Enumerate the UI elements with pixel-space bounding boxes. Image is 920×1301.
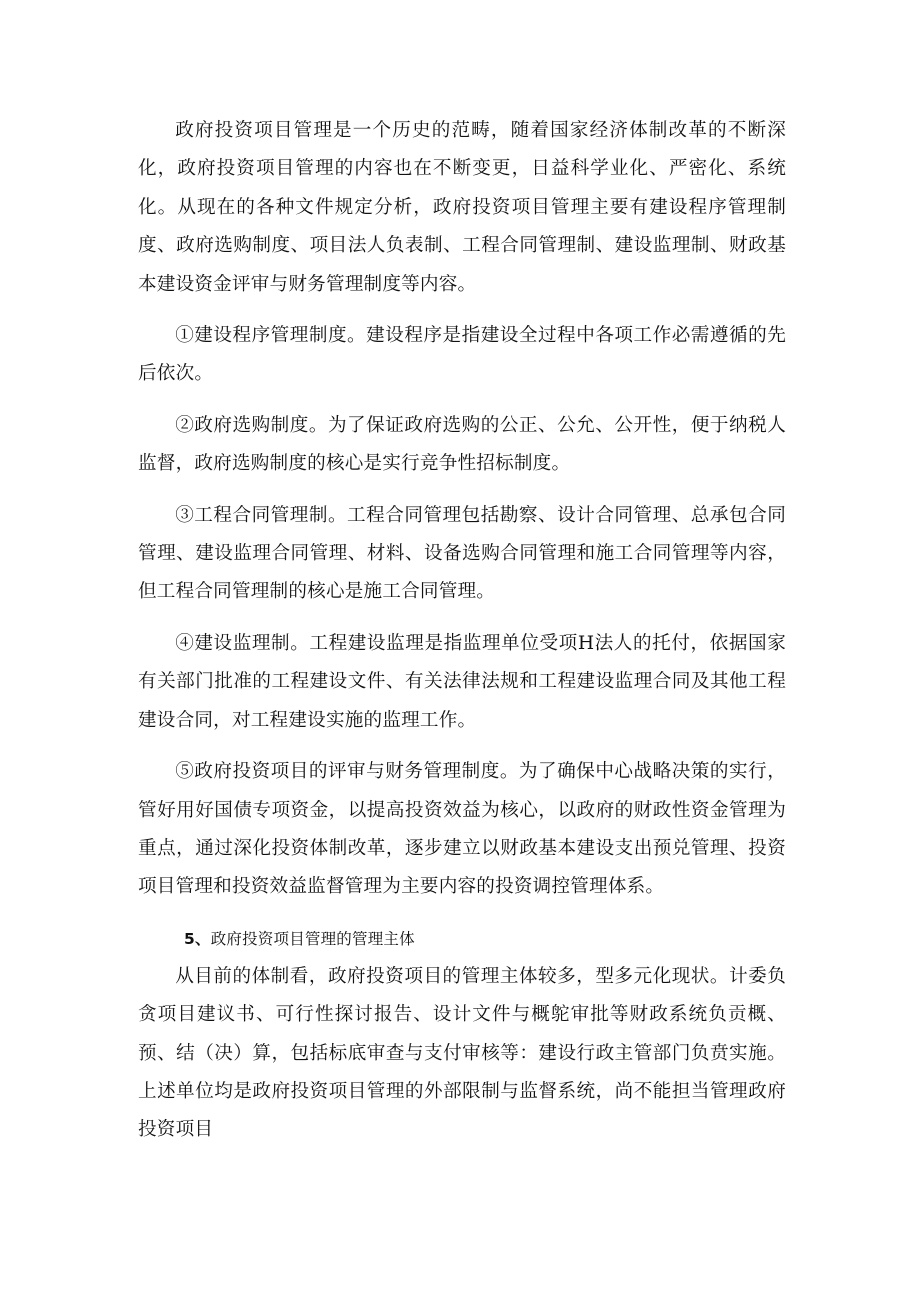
section-heading (138, 920, 786, 958)
paragraph-item-1: ①建设程序管理制度。建设程序是指建设全过程中各项工作必需遵循的先后依次。 (138, 325, 786, 385)
paragraph-management-subject: 从目前的体制看，政府投资项目的管理主体较多，型多元化现状。计委负贪项目建议书、可行性探讨报告、设计文件与概鸵审批等财政系统负贡概、预、结（决）算，包括标底审查与支付审核等：建设行政主管部门负贲实施。上述单位均是政府投资项目管理的外部限制与监督系统，尚不能担当管理政府投资项目 (138, 965, 786, 1141)
paragraph-item-3: ③工程合同管理制。工程合同管理包括勘察、设计合同管理、总承包合同管理、建设监理合同管理、材料、设备选购合同管理和施工合同管理等内容，但工程合同管理制的核心是施工合同管理。 (138, 504, 786, 603)
paragraph-item-2: ②政府选购制度。为了保证政府选购的公正、公允、公开性，便于纳税人监督，政府选购制度的核心是实行竞争性招标制度。 (138, 414, 786, 475)
paragraph-gap (138, 394, 786, 407)
paragraph-item-5: ⑤政府投资项目的评审与财务管理制度。为了确保中心战略决策的实行，管好用好国债专项资金，以提高投资效益为核心，以政府的财政性资金管理为重点，通过深化投资体制改革，逐步建立以财政基本建设支出预兑管理、投资项目管理和投资效益监督管理为主要内容的投资调控管理体系。 (138, 761, 786, 898)
paragraph-gap (138, 484, 786, 497)
paragraph-gap (138, 304, 786, 317)
section-heading-text: 政府投资项目管理的管理主体 (210, 929, 415, 948)
paragraph-intro: 政府投资项目管理是一个历史的范畴，随着国家经济体制改革的不断深化，政府投资项目管理的内容也在不断变更，日益科学业化、严密化、系统化。从现在的各种文件规定分析，政府投资项目管理主要有建设程序管理制度、政府选购制度、项目法人负表制、工程合同管理制、建设监理制、财政基本建设资金评审与财务管理制度等内容。 (138, 120, 786, 295)
section-heading-number: 5、 (184, 929, 211, 948)
paragraph-gap (138, 612, 786, 625)
paragraph-gap (138, 740, 786, 753)
paragraph-gap (138, 907, 786, 920)
paragraph-item-4: ④建设监理制。工程建设监理是指监理单位受项H法人的托付，依据国家有关部门批准的工程建设文件、有关法律法规和工程建设监理合同及其他工程建设合同，对工程建设实施的监理工作。 (138, 632, 786, 731)
